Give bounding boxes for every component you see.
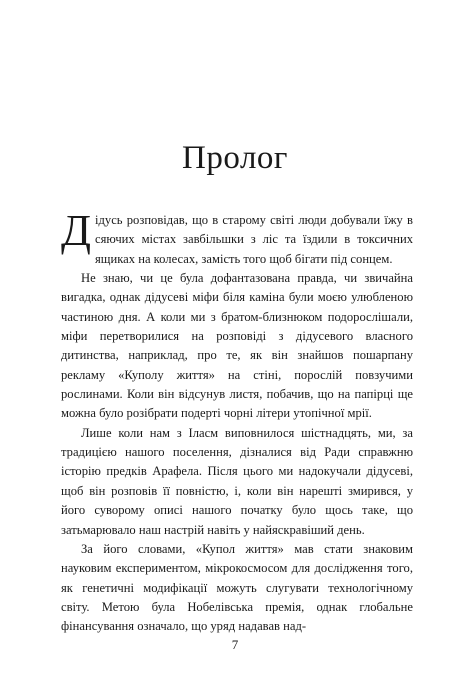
paragraph-text: ідусь розповідав, що в старому світі люди добували їжу в сяючих містах завбільшки з ліс та їздили в токсичних ящиках на колесах, замість того щоб бігати під сонцем. — [95, 213, 413, 266]
drop-cap: Д — [61, 206, 92, 255]
body-text — [61, 206, 413, 637]
page-number: 7 — [231, 637, 239, 652]
chapter-title: Пролог — [182, 140, 288, 176]
paragraph-4: За його словами, «Купол життя» мав стати знаковим науковим експериментом, мікрокосмосом для дослідження того, як генетичні модифікації можуть слугувати технологічному світу. Метою була Нобелівська премія, однак глобальне фінансування означало, що уряд надавав над- — [61, 541, 413, 634]
paragraph-2: Не знаю, чи це була дофантазована правда, чи звичайна вигадка, однак дідусеві міфи біля каміна були моєю улюбленою частиною дня. А коли ми з братом-близнюком подорослішали, міфи перетворилися на розповіді з дідусевого власного дитинства, наприклад, про те, як він знайшов пошарпану рекламу «Куполу життя» на стіні, порослій повзучими рослинами. Коли він відсунув листя, побачив, що на папірці ще можна було розібрати подерті чорні літери утопічної мрії. — [61, 271, 413, 421]
paragraph-1 — [61, 206, 413, 269]
paragraph-3: Лише коли нам з Іласм виповнилося шістнадцять, ми, за традицією нашого поселення, дізналися від Ради справжню історію предків Арафела. Після цього ми надокучали дідусеві, щоб він розповів її повністю, і, коли він нарешті змирився, у його суворому описі нашого початку було щось таке, що затьмарювало наш настрій навіть у найяскравіший день. — [61, 425, 413, 537]
